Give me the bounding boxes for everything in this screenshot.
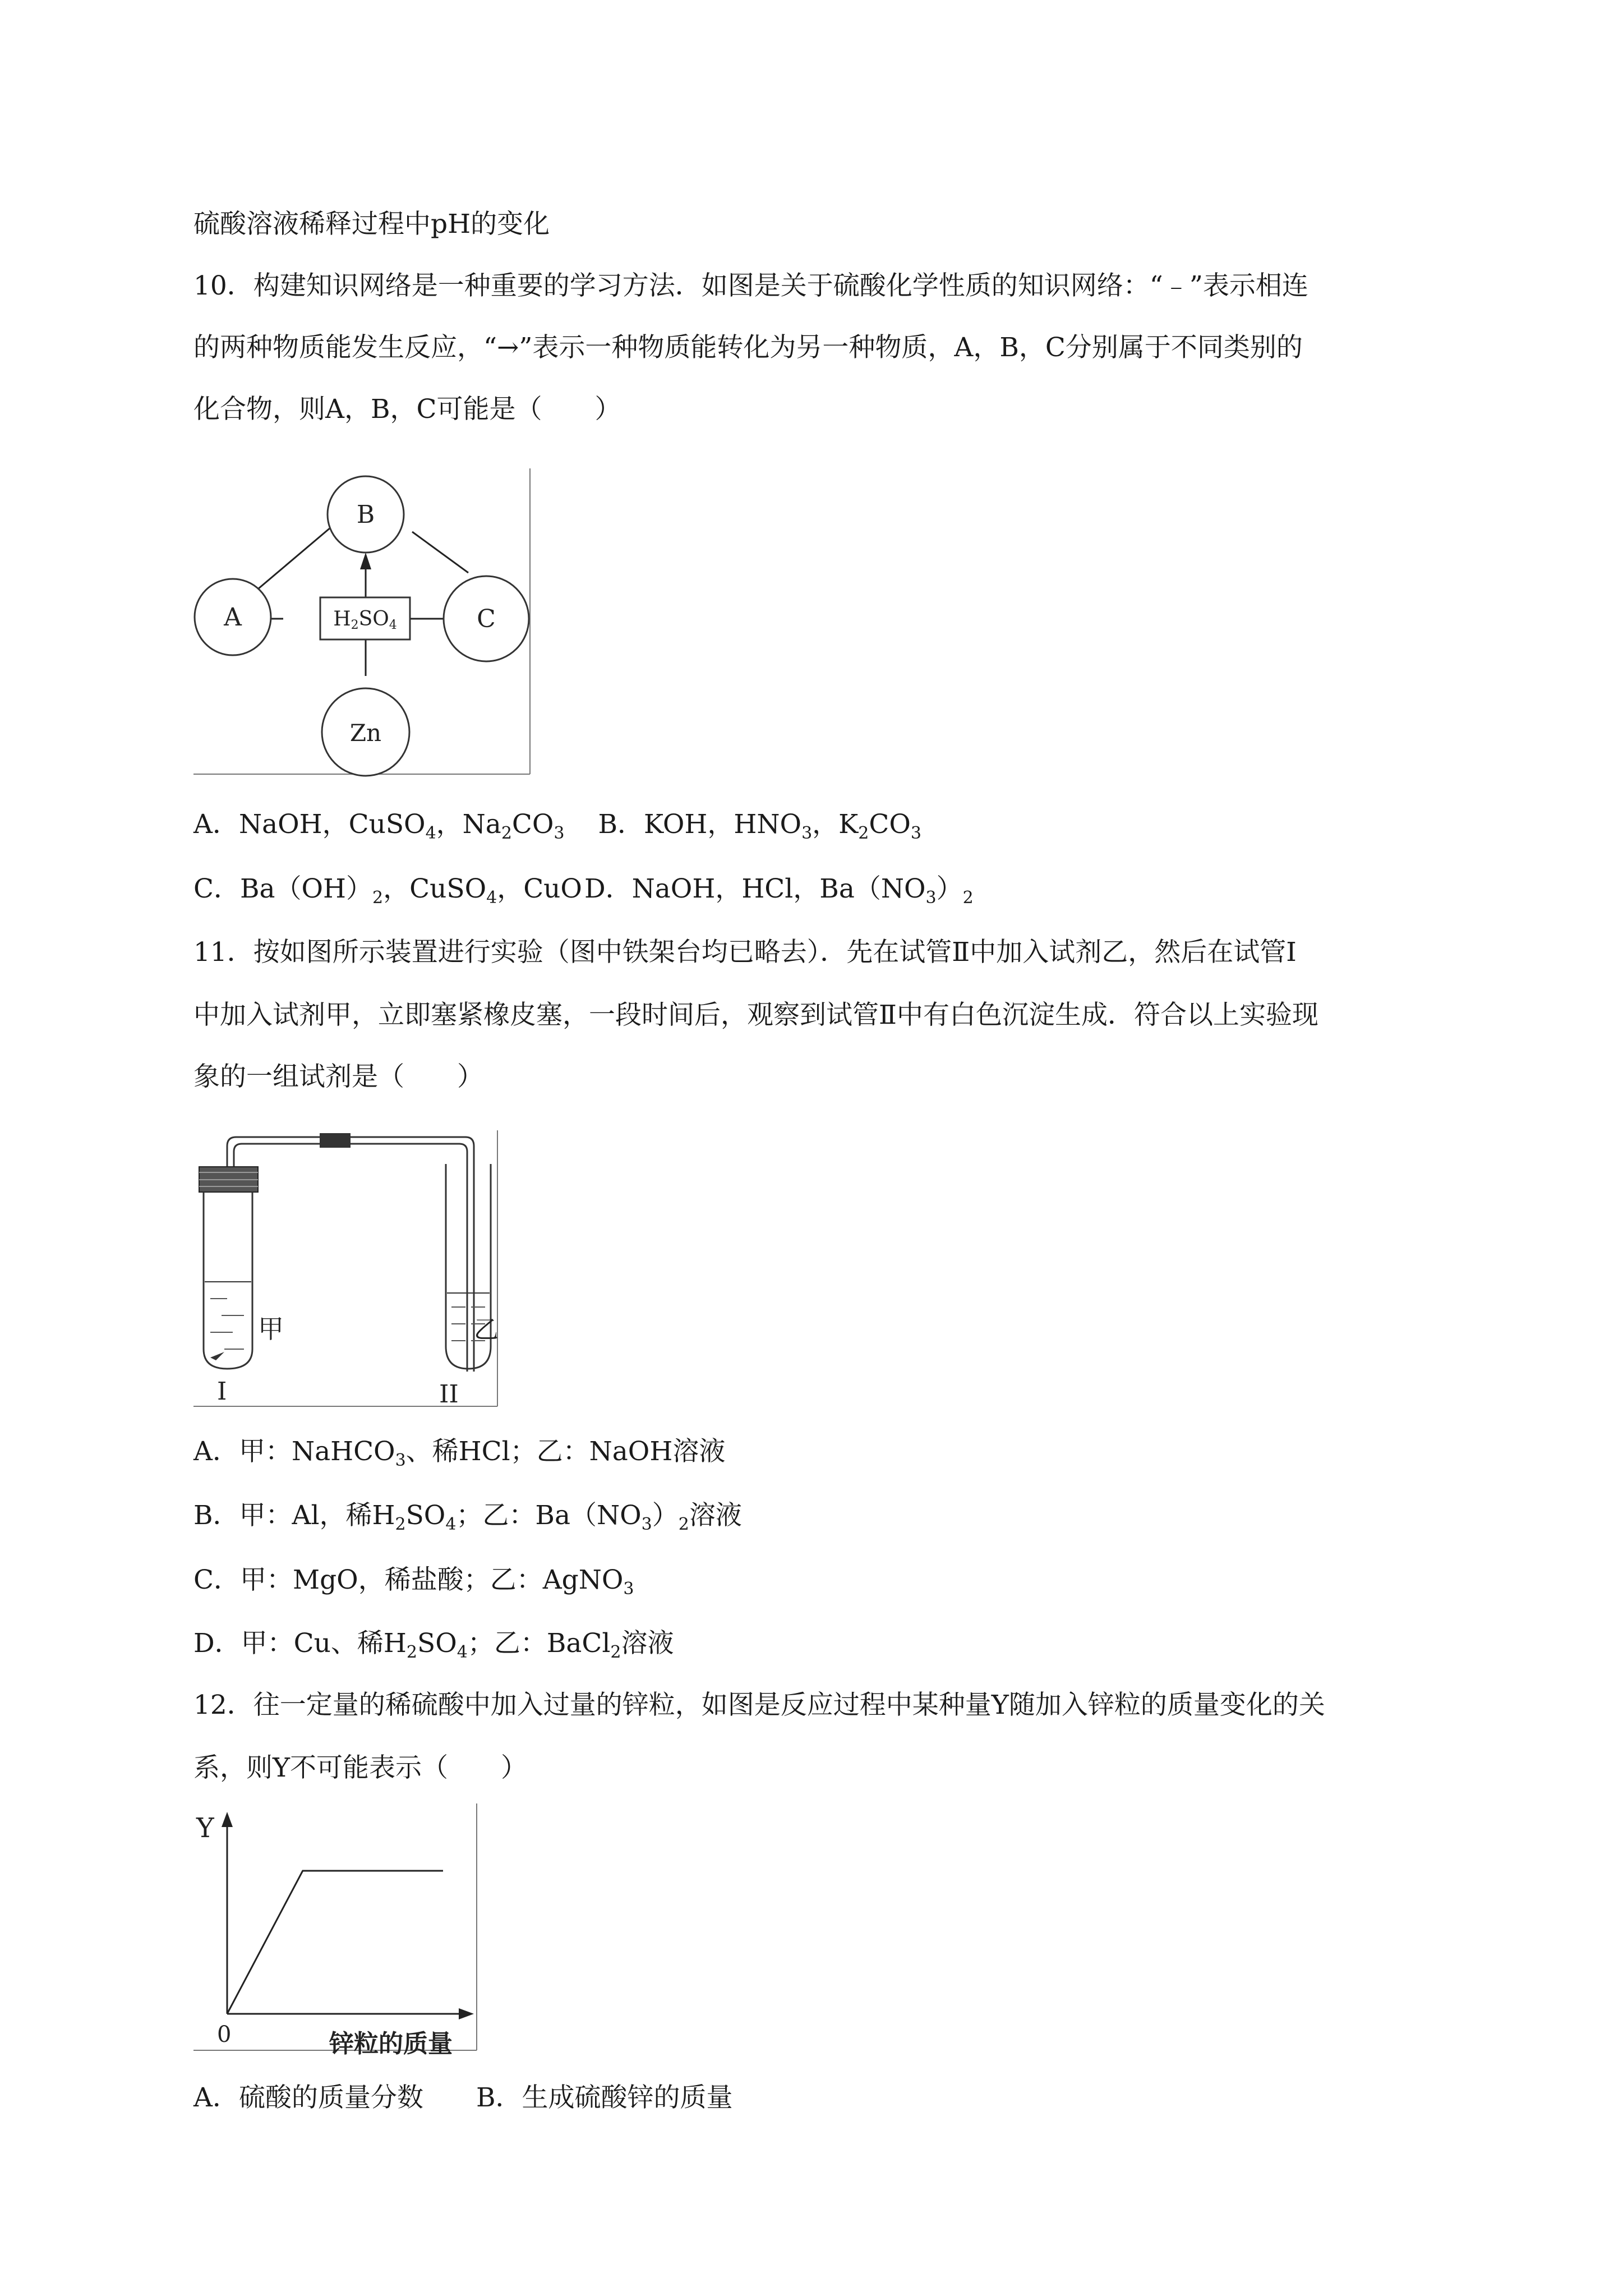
q11-option-b: B．甲：Al，稀$H_2SO_4$；乙：$Ba(NO_3)_2$溶液 xyxy=(193,1500,742,1534)
link-a-b xyxy=(258,527,331,589)
q11-option-c: C．甲：MgO，稀盐酸；乙：AgNO$_3$ xyxy=(193,1565,634,1599)
label-tube-1: I xyxy=(217,1377,227,1406)
q11-text-line3: 象的一组试剂是（ ） xyxy=(193,1061,483,1092)
q12-text-line1: 12．往一定量的稀硫酸中加入过量的锌粒，如图是反应过程中某种量Y随加入锌粒的质量变化的关 xyxy=(193,1690,1325,1720)
label-yi: 乙 xyxy=(474,1315,499,1344)
svg-text:A: A xyxy=(224,603,242,632)
x-axis-arrow-icon xyxy=(459,2008,474,2019)
node-a xyxy=(195,579,271,655)
origin-label: 0 xyxy=(217,2022,232,2047)
node-zn xyxy=(322,688,409,776)
y-series-line xyxy=(227,1871,443,2014)
link-b-c xyxy=(412,532,468,573)
q11-apparatus-diagram xyxy=(193,1130,502,1411)
svg-text:C: C xyxy=(477,605,496,633)
q10-text-line1: 10．构建知识网络是一种重要的学习方法．如图是关于硫酸化学性质的知识网络：“﹣”表示相连 xyxy=(193,270,1308,301)
y-axis-label: Y xyxy=(196,1812,214,1844)
q10-text-line3: 化合物，则A，B，C可能是（ ） xyxy=(193,394,621,425)
node-b xyxy=(328,476,404,553)
q10-option-ab: A．NaOH，CuSO$_4$，$Na_2CO_3$ B．KOH，$HNO_3$，$K_2CO_3$ xyxy=(193,809,921,843)
q11-text-line1: 11．按如图所示装置进行实验（图中铁架台均已略去）．先在试管Ⅱ中加入试剂乙，然后在试管Ⅰ xyxy=(193,937,1297,968)
svg-text:B: B xyxy=(356,500,375,529)
q11-text-line2: 中加入试剂甲，立即塞紧橡皮塞，一段时间后，观察到试管Ⅱ中有白色沉淀生成．符合以上实验现 xyxy=(193,1000,1318,1030)
svg-text:H2SO4: H2SO4 xyxy=(333,608,397,632)
q10-option-cd: C．$Ba(OH)_2$，CuSO$_4$，CuOD．NaOH，HCl，$Ba(NO_3)_2$ xyxy=(193,873,974,908)
q12-text-line2: 系，则Y不可能表示（ ） xyxy=(193,1752,528,1783)
node-c xyxy=(444,576,529,661)
svg-text:Zn: Zn xyxy=(349,719,382,747)
label-tube-2: II xyxy=(439,1380,459,1409)
intro-text: 硫酸溶液稀释过程中pH的变化 xyxy=(193,209,550,240)
x-axis-label: 锌粒的质量 xyxy=(329,2030,453,2056)
label-jia: 甲 xyxy=(258,1314,284,1344)
node-h2so4 xyxy=(320,597,410,639)
q11-option-a: A．甲：NaHCO$_3$、稀HCl；乙：NaOH溶液 xyxy=(193,1436,726,1470)
q12-option-ab: A．硫酸的质量分数 B．生成硫酸锌的质量 xyxy=(193,2082,733,2113)
q10-text-line2: 的两种物质能发生反应，“→”表示一种物质能转化为另一种物质，A，B，C分别属于不同类别的 xyxy=(193,332,1303,363)
q12-line-chart xyxy=(193,1803,479,2056)
q10-sulfuric-acid-network-diagram xyxy=(193,468,536,777)
q11-option-d: D．甲：Cu、稀$H_2SO_4$；乙：BaCl$_2$溶液 xyxy=(193,1628,674,1662)
test-tube-1 xyxy=(199,1167,258,1369)
rubber-connector xyxy=(320,1133,351,1148)
y-axis-arrow-icon xyxy=(222,1812,233,1827)
